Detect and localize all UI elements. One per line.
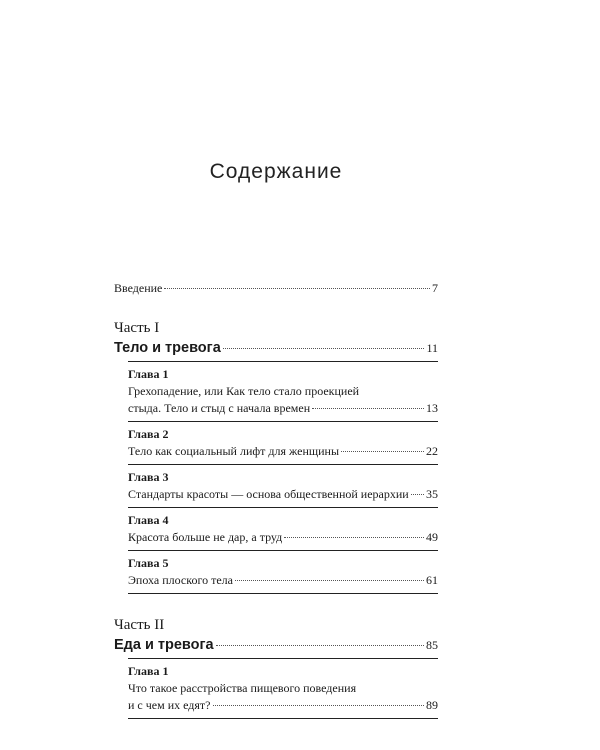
chapter-list: [128, 658, 438, 719]
dot-leader: [411, 494, 424, 495]
dot-leader: [284, 537, 424, 538]
chapter-title: Тело как социальный лифт для женщины: [128, 444, 340, 458]
part-label: Часть II: [114, 617, 165, 633]
dot-leader: [213, 705, 425, 706]
toc-part-1: [114, 319, 438, 594]
chapter-list: [128, 361, 438, 594]
chapter-label: Глава 4: [128, 513, 169, 527]
page-number: 22: [426, 444, 438, 458]
chapter-title: Красота больше не дар, а труд: [128, 530, 283, 544]
chapter-label: Глава 2: [128, 427, 169, 441]
page-number: 11: [426, 341, 438, 355]
chapter-title-last-line: [128, 697, 438, 714]
part-title: Еда и тревога: [114, 637, 214, 653]
table-of-contents: [114, 280, 438, 741]
page-number: 85: [426, 638, 438, 652]
toc-entry-part-title[interactable]: [114, 340, 438, 357]
part-title: Тело и тревога: [114, 340, 221, 356]
dot-leader: [312, 408, 424, 409]
page-number: 13: [426, 401, 438, 415]
dot-leader: [341, 451, 424, 452]
chapter-label: Глава 1: [128, 664, 169, 678]
dot-leader: [235, 580, 424, 581]
entry-title: Введение: [114, 281, 163, 295]
chapter-title: и с чем их едят?: [128, 698, 211, 712]
dot-leader: [216, 645, 424, 646]
chapter-label: Глава 5: [128, 556, 169, 570]
chapter-title: стыда. Тело и стыд с начала времен: [128, 401, 311, 415]
toc-entry-introduction[interactable]: [114, 280, 438, 297]
page-title: Содержание: [209, 160, 343, 183]
toc-entry-chapter[interactable]: [128, 551, 438, 594]
toc-entry-part-title[interactable]: [114, 637, 438, 654]
chapter-title: Стандарты красоты — основа общественной иерархии: [128, 487, 409, 501]
page-number: 49: [426, 530, 438, 544]
chapter-title-line: Что такое расстройства пищевого поведения: [128, 681, 357, 695]
toc-entry-chapter[interactable]: [128, 422, 438, 465]
chapter-title-last-line: [128, 486, 438, 503]
toc-entry-chapter[interactable]: [128, 659, 438, 719]
chapter-title-last-line: [128, 400, 438, 417]
page-number: 35: [426, 487, 438, 501]
toc-entry-chapter[interactable]: [128, 508, 438, 551]
page-number: 7: [432, 281, 438, 295]
page-number: 89: [426, 698, 438, 712]
dot-leader: [164, 288, 430, 289]
chapter-label: Глава 1: [128, 367, 169, 381]
chapter-title-last-line: [128, 443, 438, 460]
dot-leader: [223, 348, 425, 349]
part-label: Часть I: [114, 320, 160, 336]
chapter-title-line: Грехопадение, или Как тело стало проекцией: [128, 384, 360, 398]
page-number: 61: [426, 573, 438, 587]
toc-part-2: [114, 616, 438, 719]
chapter-title: Эпоха плоского тела: [128, 573, 233, 587]
chapter-title-last-line: [128, 529, 438, 546]
toc-entry-chapter[interactable]: [128, 362, 438, 422]
toc-entry-chapter[interactable]: [128, 465, 438, 508]
chapter-label: Глава 3: [128, 470, 169, 484]
chapter-title-last-line: [128, 572, 438, 589]
